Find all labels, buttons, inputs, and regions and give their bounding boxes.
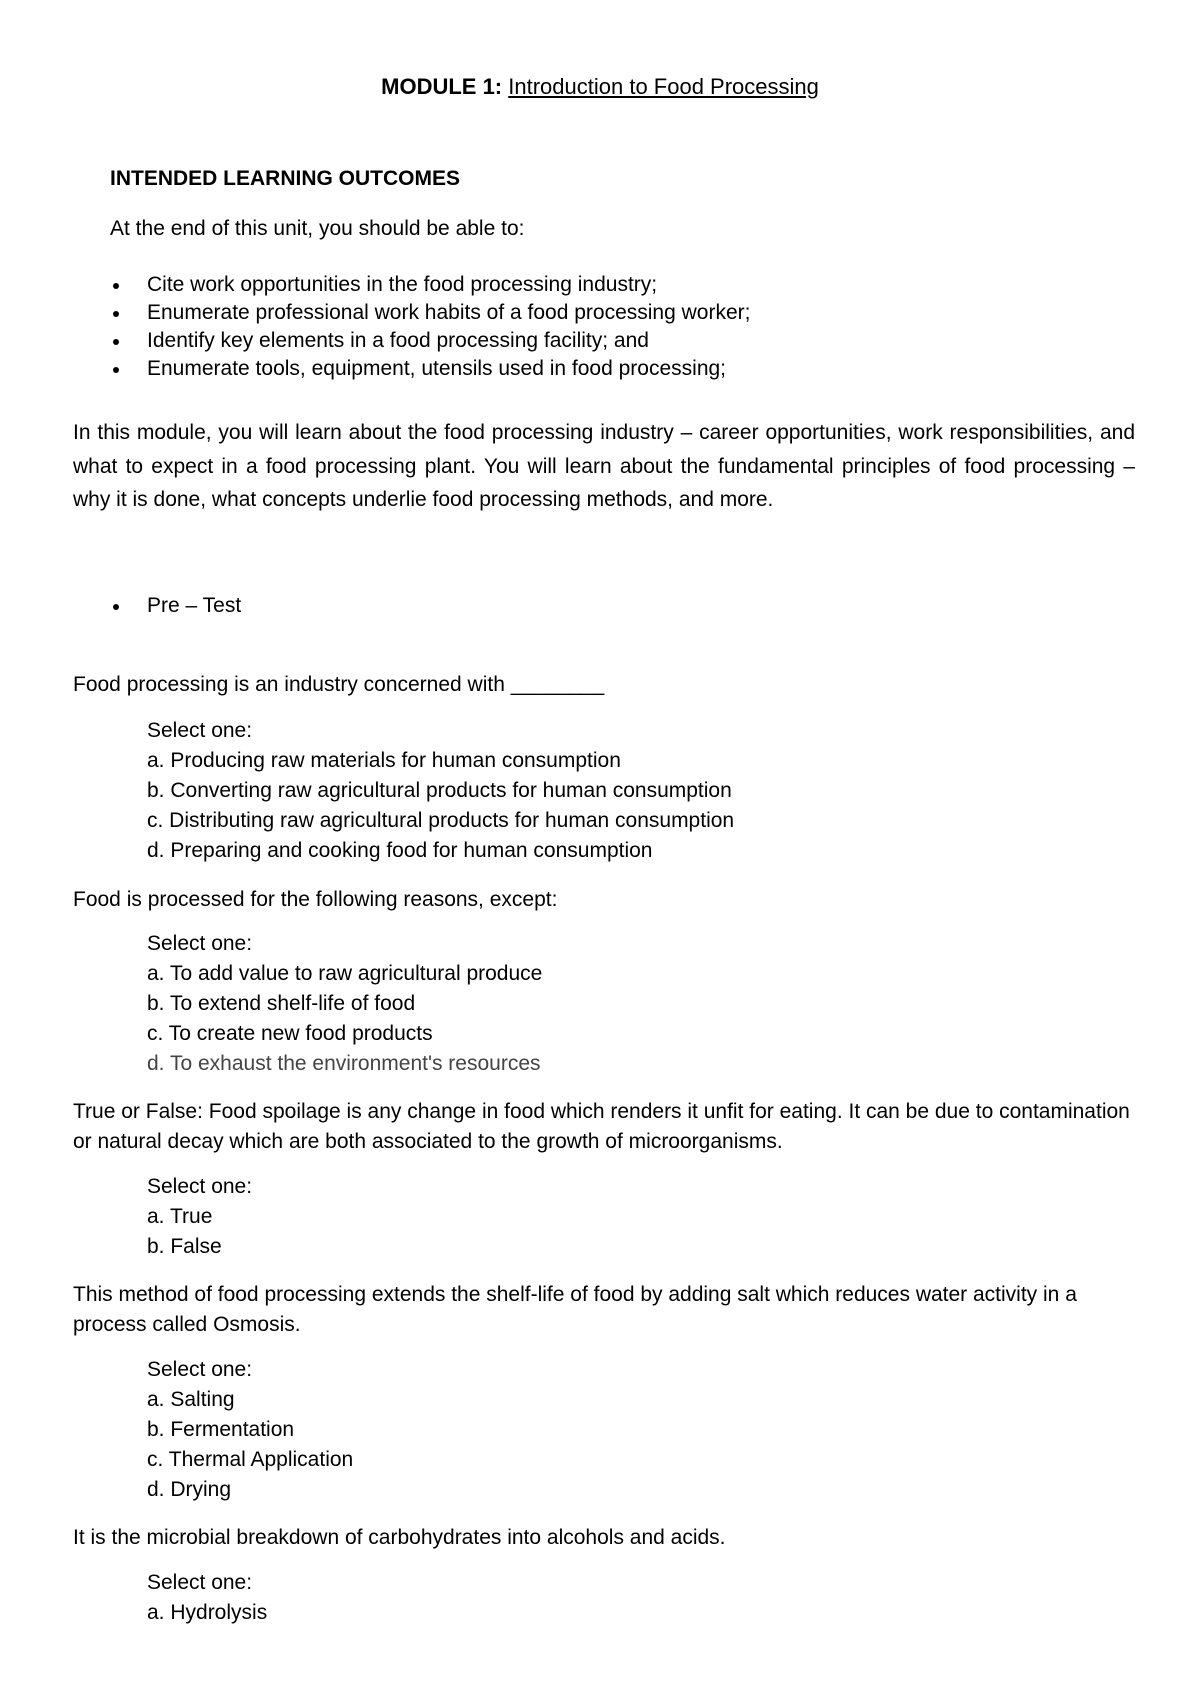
select-one-label: Select one: (147, 1358, 253, 1381)
learning-outcomes-list (110, 271, 750, 383)
select-one-label: Select one: (147, 932, 253, 955)
question-1-options (147, 716, 734, 866)
answer-option[interactable]: a. Producing raw materials for human consumption (147, 749, 621, 772)
question-1: Food processing is an industry concerned with ________ (73, 673, 605, 696)
learning-outcomes-heading: INTENDED LEARNING OUTCOMES (110, 167, 461, 190)
answer-option[interactable]: d. Preparing and cooking food for human consumption (147, 839, 653, 862)
select-one-label: Select one: (147, 1571, 253, 1594)
answer-option[interactable]: c. Thermal Application (147, 1448, 354, 1471)
answer-option[interactable]: c. Distributing raw agricultural products for human consumption (147, 809, 735, 832)
answer-option[interactable]: c. To create new food products (147, 1022, 433, 1045)
module-title (0, 72, 1200, 102)
learning-outcome-item: Enumerate tools, equipment, utensils used in food processing; (110, 355, 750, 383)
question-5: It is the microbial breakdown of carbohydrates into alcohols and acids. (73, 1526, 726, 1549)
question-2: Food is processed for the following reasons, except: (73, 888, 558, 911)
module-subtitle: Introduction to Food Processing (508, 74, 819, 99)
answer-option[interactable]: a. Hydrolysis (147, 1601, 268, 1624)
answer-option[interactable]: a. Salting (147, 1388, 235, 1411)
learning-outcome-item: Cite work opportunities in the food processing industry; (110, 271, 750, 299)
answer-option[interactable]: b. Fermentation (147, 1418, 295, 1441)
answer-option[interactable]: b. False (147, 1235, 222, 1258)
answer-option[interactable]: d. Drying (147, 1478, 232, 1501)
module-overview-paragraph: In this module, you will learn about the food processing industry – career opportunities, work responsibilities, and what to expect in a food processing plant. You will learn about the fundamental principles of food processing – why it is done, what concepts underlie food processing methods, and more. (73, 421, 1135, 511)
answer-option[interactable]: a. To add value to raw agricultural produce (147, 962, 543, 985)
answer-option[interactable]: b. Converting raw agricultural products for human consumption (147, 779, 732, 802)
select-one-label: Select one: (147, 719, 253, 742)
module-number: MODULE 1: (381, 74, 503, 99)
question-3-options (147, 1172, 252, 1262)
learning-outcome-item: Enumerate professional work habits of a food processing worker; (110, 299, 750, 327)
question-4-options (147, 1355, 353, 1505)
question-5-options (147, 1568, 267, 1628)
question-2-options (147, 929, 542, 1079)
question-3: True or False: Food spoilage is any change in food which renders it unfit for eating. It can be due to contamination or natural decay which are both associated to the growth of microorganisms. (73, 1100, 1130, 1153)
answer-option[interactable]: b. To extend shelf-life of food (147, 992, 416, 1015)
question-4: This method of food processing extends the shelf-life of food by adding salt which reduces water activity in a process called Osmosis. (73, 1283, 1077, 1336)
select-one-label: Select one: (147, 1175, 253, 1198)
learning-outcomes-intro: At the end of this unit, you should be able to: (110, 217, 525, 240)
learning-outcome-item: Identify key elements in a food processing facility; and (110, 327, 750, 355)
answer-option[interactable]: a. True (147, 1205, 213, 1228)
pretest-label: Pre – Test (110, 592, 241, 620)
answer-option[interactable]: d. To exhaust the environment's resources (147, 1052, 541, 1075)
